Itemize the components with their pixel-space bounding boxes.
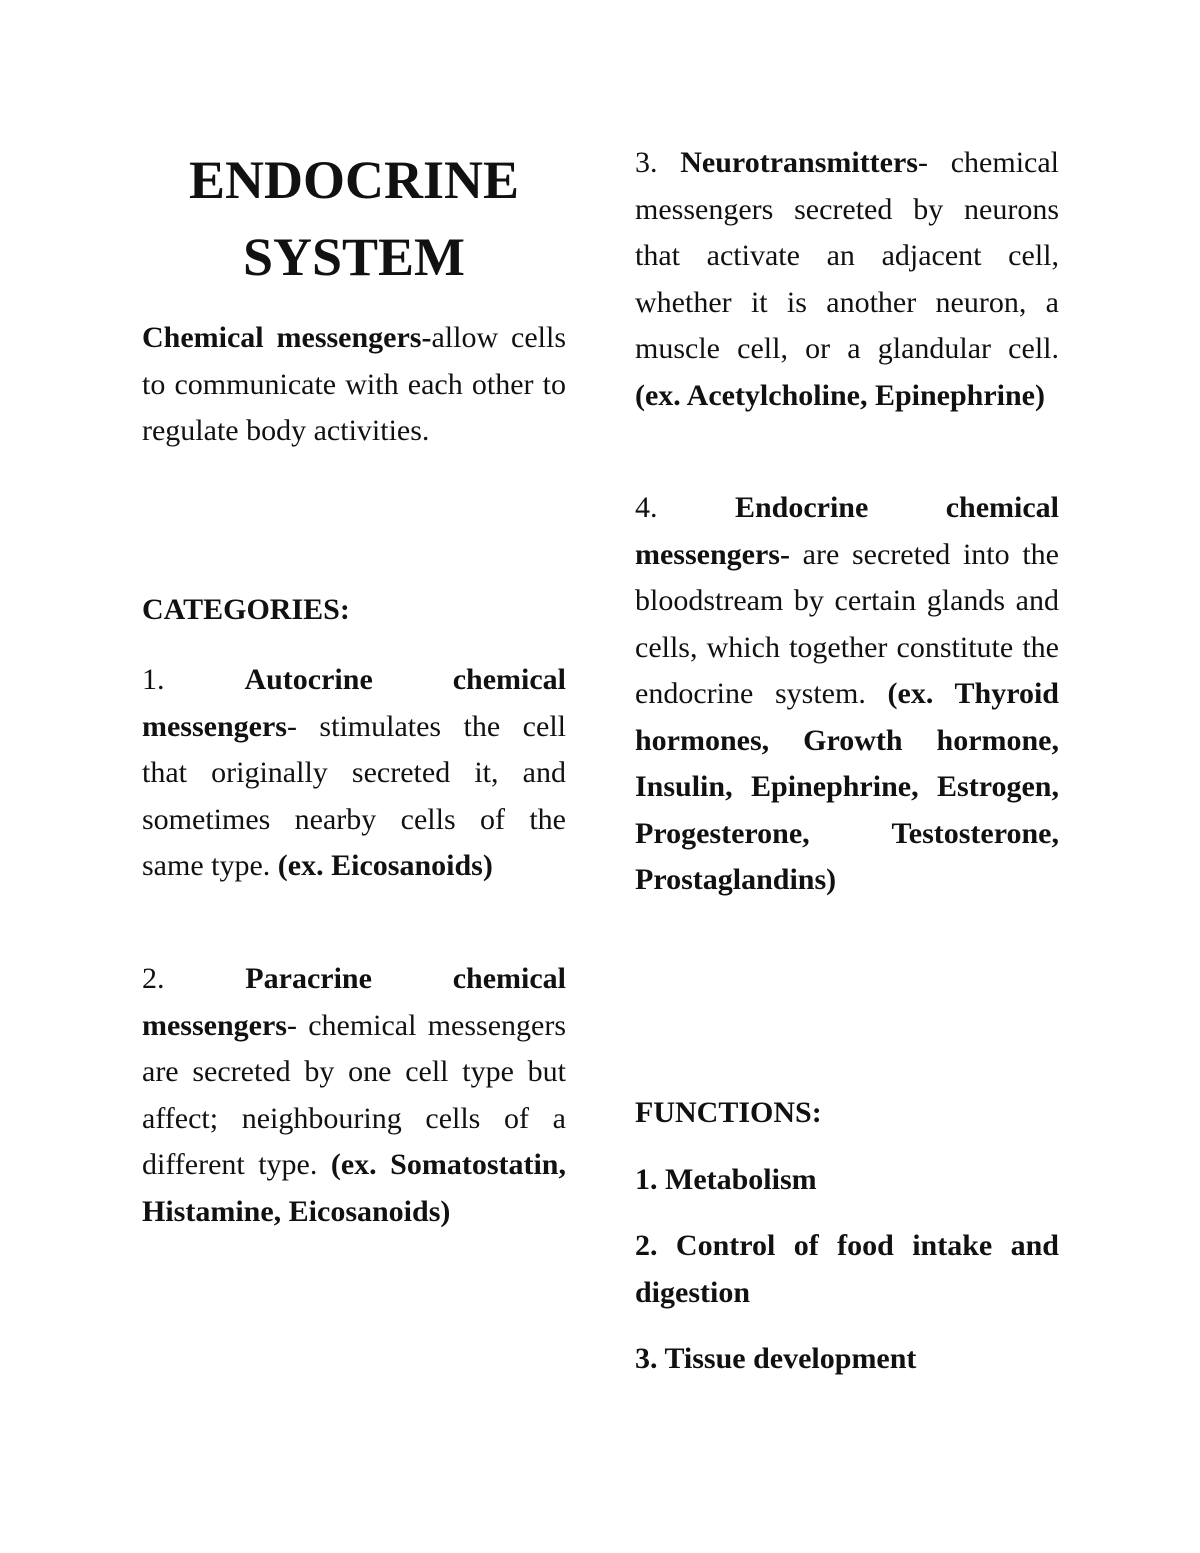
category-item-2 <box>142 956 566 1235</box>
category-3-example: (ex. Acetylcholine, Epinephrine) <box>635 378 1045 412</box>
page-title <box>142 142 566 296</box>
category-2-term: Paracrine chemical messengers <box>142 962 566 1042</box>
category-3-text: - chemical messengers secreted by neurons that activate an adjacent cell, whether it is another neuron, a muscle cell, or a glandular cell. <box>635 146 1059 365</box>
category-item-1 <box>142 657 566 890</box>
intro-text: allow cells to communicate with each other to regulate body activities. <box>142 321 566 447</box>
categories-heading: CATEGORIES: <box>142 593 350 626</box>
functions-heading: FUNCTIONS: <box>635 1096 822 1129</box>
category-2-text: - chemical messengers are secreted by one cell type but affect; neighbouring cells of a different type. <box>142 1008 566 1181</box>
category-item-4 <box>635 485 1059 904</box>
title-line-2: SYSTEM <box>242 227 466 287</box>
function-item-2: 2. Control of food intake and digestion <box>635 1229 1059 1309</box>
category-1-number: 1. <box>142 663 245 696</box>
category-1-text: - stimulates the cell that originally secreted it, and sometimes nearby cells of the same type. <box>142 709 566 882</box>
intro-term: Chemical messengers- <box>142 321 432 354</box>
function-item-1: 1. Metabolism <box>635 1163 817 1196</box>
category-1-example: (ex. Eicosanoids) <box>277 849 493 882</box>
category-4-text: are secreted into the bloodstream by certain glands and cells, which together constitute the endocrine system. <box>635 537 1059 710</box>
category-2-example: (ex. Somatostatin, Histamine, Eicosanoids) <box>142 1148 566 1228</box>
category-4-number: 4. <box>635 491 735 524</box>
title-line-1: ENDOCRINE <box>188 150 520 210</box>
category-2-number: 2. <box>142 962 246 995</box>
category-3-number: 3. <box>635 146 681 179</box>
category-1-term: Autocrine chemical messengers <box>142 663 566 743</box>
function-item-3: 3. Tissue development <box>635 1342 917 1375</box>
category-4-term: Endocrine chemical messengers- <box>635 491 1060 571</box>
category-4-example: (ex. Thyroid hormones, Growth hormone, Insulin, Epinephrine, Estrogen, Progesterone, Testosterone, Prostaglandins) <box>635 677 1059 896</box>
category-item-3 <box>635 140 1059 419</box>
intro-paragraph <box>142 315 566 455</box>
category-3-term: Neurotransmitters <box>680 146 918 179</box>
